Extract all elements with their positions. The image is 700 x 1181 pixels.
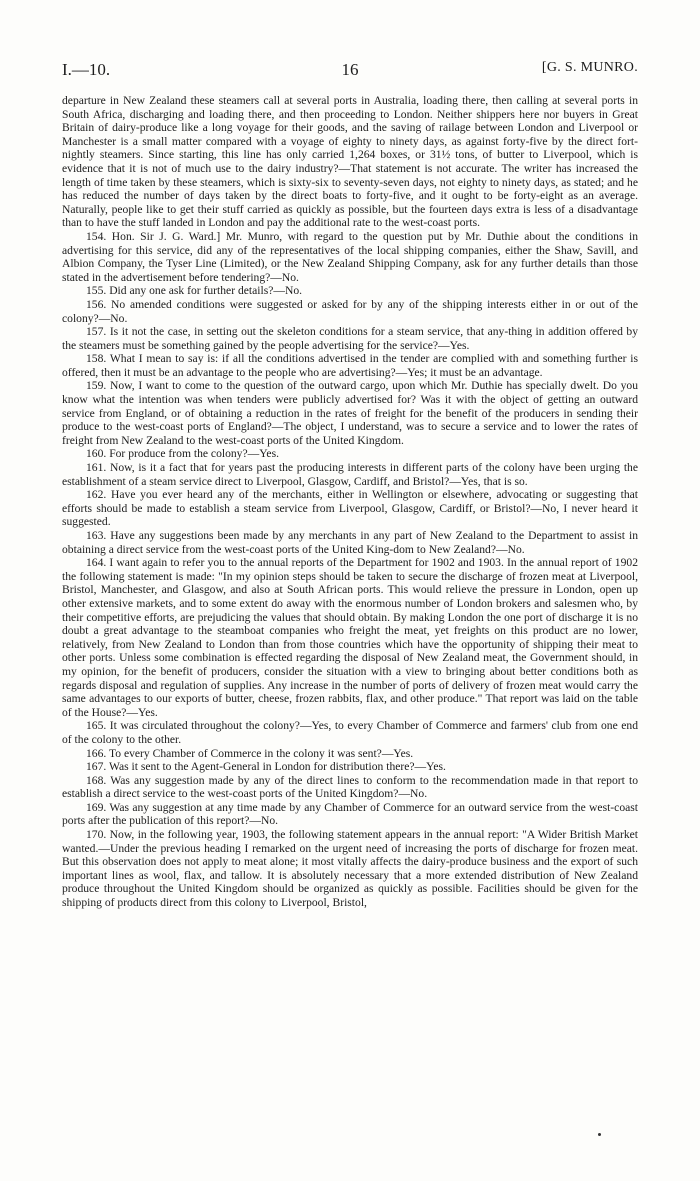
question-156: 156. No amended conditions were suggested or asked for by any of the shipping interests either in or out of the colony?—No.: [62, 297, 638, 325]
question-158: 158. What I mean to say is: if all the conditions advertised in the tender are complied with and something further is offered, then it must be an advantage to the people who are advertising?—Yes; it must be an advantage.: [62, 352, 638, 379]
page-header: [62, 60, 638, 84]
question-161: 161. Now, is it a fact that for years past the producing interests in different parts of the colony have been urging the establishment of a steam service direct to Liverpool, Glasgow, Cardiff, and Bristol?—Yes, that is so.: [62, 461, 638, 488]
question-167: 167. Was it sent to the Agent-General in London for distribution there?—Yes.: [86, 760, 446, 774]
question-157: 157. Is it not the case, in setting out the skeleton conditions for a steam service, that any-thing in addition offered by the steamers must be something gained by the people advertising for the service?—Yes.: [62, 325, 638, 352]
question-170: 170. Now, in the following year, 1903, the following statement appears in the annual report: "A Wider British Market wanted.—Under the previous heading I remarked on the urgent need of increasing the ports of discharge for frozen meat. But this observation does not apply to meat alone; it most vitally affects the dairy-produce business and the export of such important lines as wool, flax, and tallow. It is absolutely necessary that a more extended distribution of New Zealand produce throughout the United Kingdom should be organized as quickly as possible. Facilities should be given for the shipping of products direct from this colony to Liverpool, Bristol,: [62, 828, 638, 910]
question-164: 164. I want again to refer you to the annual reports of the Department for 1902 and 1903. In the annual report of 1902 the following statement is made: "In my opinion steps should be taken to secure the discharge of frozen meat at Liverpool, Bristol, Manchester, and Glasgow, and also at South African ports. This would relieve the pressure in London, open up other extensive markets, and to some extent do away with the enormous number of London brokers and salesmen who, by their competitive efforts, are prejudicing the values that should obtain. By making London the one port of discharge it is no doubt a great advantage to the steamboat companies who freight the meat, yet freights on this product are no lower, relatively, from New Zealand to London than from those countries which have the opportunity of shipping their meat to other ports. Unless some combination is effected regarding the disposal of New Zealand meat, the Government should, in my opinion, for the benefit of producers, consider the situation with a view to bringing about better conditions both as regards disposal and regulation of supplies. Any increase in the number of ports of delivery of frozen meat would carry the same advantages to our exports of butter, cheese, frozen rabbits, flax, and other produce." That report was laid on the table of the House?—Yes.: [62, 556, 638, 719]
document-reference: I.—10.: [62, 60, 111, 79]
question-154: 154. Hon. Sir J. G. Ward.] Mr. Munro, with regard to the question put by Mr. Duthie about the conditions in advertising for this service, did any of the representatives of the local shipping companies, either the Shaw, Savill, and Albion Company, the Tyser Line (Limited), or the New Zealand Shipping Company, ask for any further details than those stated in the advertisement before tendering?—No.: [62, 229, 638, 284]
question-169: 169. Was any suggestion at any time made by any Chamber of Commerce for an outward service from the west-coast ports after the publication of this report?—No.: [62, 800, 638, 828]
evidence-text: [62, 94, 638, 910]
question-166: 166. To every Chamber of Commerce in the colony it was sent?—Yes.: [86, 746, 414, 760]
question-155: 155. Did any one ask for further details?—No.: [86, 284, 303, 298]
page-number: 16: [341, 60, 359, 79]
printing-mark: [598, 1133, 601, 1136]
witness-name: [G. S. MUNRO.: [541, 60, 638, 75]
question-162: 162. Have you ever heard any of the merchants, either in Wellington or elsewhere, advocating or suggesting that efforts should be made to establish a steam service from Liverpool, Glasgow, Cardiff, or Bristol?—No, I never heard it suggested.: [62, 488, 638, 529]
question-160: 160. For produce from the colony?—Yes.: [86, 447, 279, 461]
paragraph-continuation: departure in New Zealand these steamers call at several ports in Australia, loading there, then calling at several ports in South Africa, discharging and loading there, and then proceeding to London. Neither shippers here nor buyers in Great Britain of dairy-produce like a long voyage for their goods, and the saving of railage between London and Liverpool or Manchester is a small matter compared with a voyage of eighty to ninety days, as against forty-five by the direct fort-nightly steamers. Since starting, this line has only carried 1,264 boxes, or 31½ tons, of butter to Liverpool, which is evidence that it is not of much use to the dairy industry?—That statement is not accurate. The writer has increased the length of time taken by these steamers, which is sixty-six to seventy-seven days, not eighty to ninety days, as stated; and he has reduced the number of days taken by the direct boats to forty-five, and it ought to be forty-eight as an average. Naturally, people like to get their stuff carried as quickly as possible, but the fourteen days extra is less of a disadvantage than to have the stuff landed in London and pay the additional rate to the west-coast ports.: [62, 94, 638, 230]
question-168: 168. Was any suggestion made by any of the direct lines to conform to the recommendation made in that report to establish a direct service to the west-coast ports of the United Kingdom?—No.: [62, 773, 638, 801]
question-159: 159. Now, I want to come to the question of the outward cargo, upon which Mr. Duthie has specially dwelt. Do you know what the intention was when tenders were publicly advertised for? Was it with the object of getting an outward service from England, or of obtaining a reduction in the rates of freight for the benefit of the producers in sending their produce to the west-coast ports of England?—The object, I understand, was to secure a service and to lower the rates of freight from New Zealand to the west-coast ports of the United Kingdom.: [62, 379, 638, 447]
question-165: 165. It was circulated throughout the colony?—Yes, to every Chamber of Commerce and farmers' club from one end of the colony to the other.: [62, 719, 638, 746]
question-163: 163. Have any suggestions been made by any merchants in any part of New Zealand to the Department to assist in obtaining a direct service from the west-coast ports of the United King-dom to New Zealand?—No.: [62, 529, 638, 556]
